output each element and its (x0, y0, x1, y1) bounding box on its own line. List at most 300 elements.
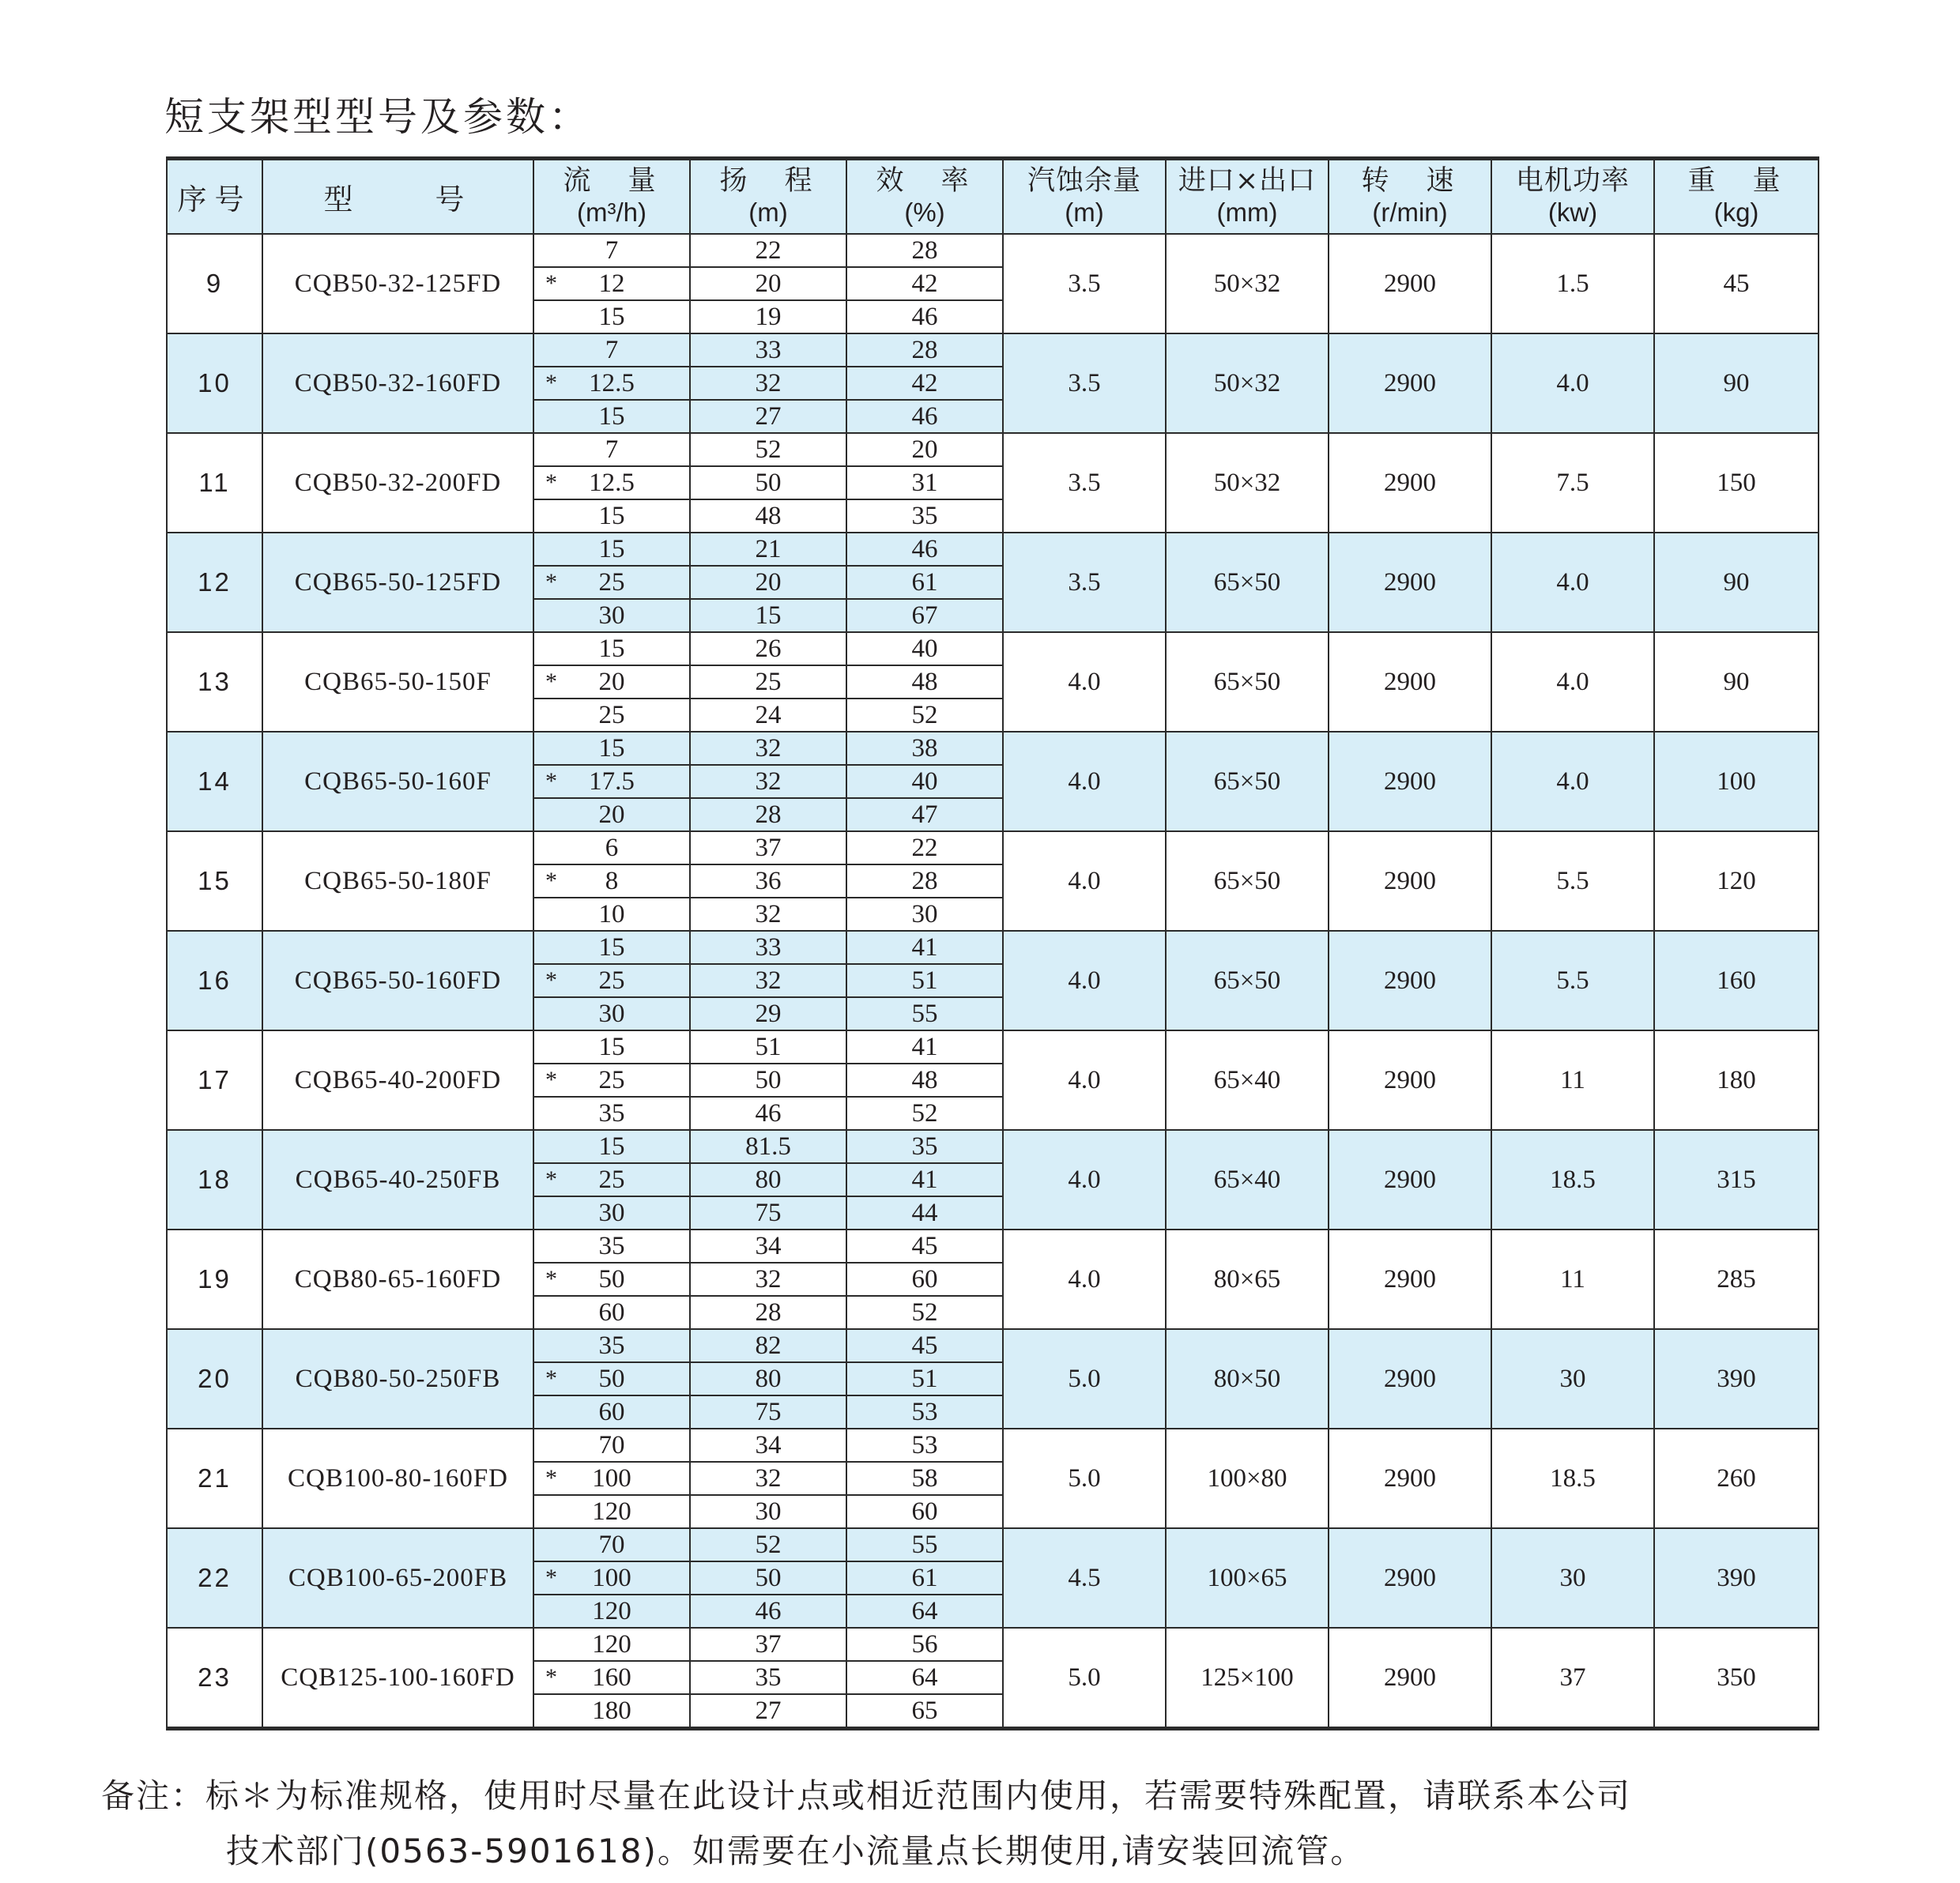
flow-value-text: 8 (605, 867, 619, 895)
standard-marker: * (545, 1565, 557, 1591)
header-row (167, 159, 1819, 235)
npsh-value: 4.0 (1003, 1230, 1166, 1329)
weight-value: 90 (1654, 333, 1819, 433)
flow-value (533, 1561, 690, 1595)
flow-value (533, 333, 690, 367)
flow-value (533, 898, 690, 931)
flow-value (533, 234, 690, 267)
inlet-outlet-value: 65×50 (1166, 632, 1329, 732)
efficiency-value: 41 (846, 1163, 1003, 1196)
flow-value-text: 7 (605, 236, 619, 265)
table-row (167, 533, 1819, 566)
head-value: 29 (690, 997, 846, 1030)
efficiency-value: 28 (846, 234, 1003, 267)
header-speed-unit: (r/min) (1372, 198, 1448, 227)
flow-value-text: 25 (598, 1066, 625, 1094)
flow-value (533, 433, 690, 466)
flow-value (533, 1163, 690, 1196)
flow-value-text: 6 (605, 834, 619, 862)
power-value: 5.5 (1491, 831, 1654, 931)
efficiency-value: 51 (846, 964, 1003, 997)
flow-value-text: 100 (592, 1564, 631, 1592)
flow-value (533, 1296, 690, 1329)
footnote-line-2: 技术部门(0563-5901618)。如需要在小流量点长期使用,请安装回流管。 (226, 1832, 1366, 1870)
head-value: 82 (690, 1329, 846, 1362)
header-weight-label: 重 量 (1687, 165, 1785, 197)
power-value: 18.5 (1491, 1429, 1654, 1528)
model-name: CQB80-50-250FB (262, 1329, 533, 1429)
table-row (167, 1030, 1819, 1064)
header-model-label: 型 号 (323, 183, 473, 217)
standard-marker: * (545, 370, 557, 396)
efficiency-value: 40 (846, 765, 1003, 798)
flow-value-text: 50 (598, 1365, 625, 1393)
speed-value: 2900 (1329, 732, 1491, 831)
header-efficiency (846, 159, 1003, 235)
flow-value (533, 931, 690, 964)
flow-value-text: 15 (598, 1033, 625, 1061)
row-number: 10 (167, 333, 262, 433)
header-speed-label: 转 速 (1361, 165, 1459, 197)
flow-value (533, 997, 690, 1030)
row-number: 11 (167, 433, 262, 533)
weight-value: 285 (1654, 1230, 1819, 1329)
flow-value (533, 1462, 690, 1495)
flow-value-text: 10 (598, 900, 625, 928)
table-row (167, 433, 1819, 466)
header-inlet-outlet (1166, 159, 1329, 235)
head-value: 32 (690, 367, 846, 400)
head-value: 28 (690, 798, 846, 831)
row-number: 13 (167, 632, 262, 732)
efficiency-value: 22 (846, 831, 1003, 864)
header-inlet-outlet-label: 进口×出口 (1178, 165, 1317, 197)
flow-value-text: 70 (598, 1531, 625, 1559)
header-flow (533, 159, 690, 235)
parameter-table (166, 156, 1819, 1730)
head-value: 36 (690, 864, 846, 898)
head-value: 34 (690, 1230, 846, 1263)
flow-value (533, 367, 690, 400)
flow-value (533, 499, 690, 533)
flow-value-text: 160 (592, 1663, 631, 1692)
header-efficiency-label: 效 率 (876, 165, 974, 197)
table-row (167, 632, 1819, 665)
inlet-outlet-value: 80×50 (1166, 1329, 1329, 1429)
efficiency-value: 64 (846, 1595, 1003, 1628)
power-value: 37 (1491, 1628, 1654, 1729)
speed-value: 2900 (1329, 1528, 1491, 1628)
efficiency-value: 42 (846, 267, 1003, 300)
power-value: 30 (1491, 1528, 1654, 1628)
speed-value: 2900 (1329, 632, 1491, 732)
row-number: 15 (167, 831, 262, 931)
table-row (167, 1429, 1819, 1462)
table-body (167, 234, 1819, 1729)
power-value: 1.5 (1491, 234, 1654, 333)
model-name: CQB65-50-160FD (262, 931, 533, 1030)
head-value: 32 (690, 964, 846, 997)
inlet-outlet-value: 50×32 (1166, 333, 1329, 433)
weight-value: 350 (1654, 1628, 1819, 1729)
inlet-outlet-value: 50×32 (1166, 234, 1329, 333)
flow-value-text: 30 (598, 1000, 625, 1028)
power-value: 4.0 (1491, 632, 1654, 732)
header-head (690, 159, 846, 235)
table-row (167, 732, 1819, 765)
inlet-outlet-value: 50×32 (1166, 433, 1329, 533)
flow-value-text: 15 (598, 933, 625, 962)
speed-value: 2900 (1329, 1329, 1491, 1429)
flow-value (533, 400, 690, 433)
weight-value: 180 (1654, 1030, 1819, 1130)
flow-value-text: 17.5 (589, 767, 635, 796)
table-row (167, 234, 1819, 267)
efficiency-value: 64 (846, 1661, 1003, 1694)
flow-value (533, 466, 690, 499)
flow-value (533, 1628, 690, 1661)
head-value: 52 (690, 1528, 846, 1561)
flow-value-text: 7 (605, 336, 619, 364)
head-value: 32 (690, 1462, 846, 1495)
weight-value: 390 (1654, 1329, 1819, 1429)
head-value: 37 (690, 831, 846, 864)
efficiency-value: 46 (846, 300, 1003, 333)
head-value: 26 (690, 632, 846, 665)
flow-value (533, 300, 690, 333)
table-row (167, 1528, 1819, 1561)
model-name: CQB65-40-250FB (262, 1130, 533, 1230)
header-power-label: 电机功率 (1515, 165, 1630, 197)
flow-value-text: 15 (598, 502, 625, 530)
inlet-outlet-value: 65×50 (1166, 931, 1329, 1030)
flow-value-text: 60 (598, 1298, 625, 1327)
npsh-value: 3.5 (1003, 533, 1166, 632)
efficiency-value: 28 (846, 864, 1003, 898)
row-number: 20 (167, 1329, 262, 1429)
efficiency-value: 38 (846, 732, 1003, 765)
flow-value (533, 831, 690, 864)
table-row (167, 1130, 1819, 1163)
flow-value-text: 35 (598, 1232, 625, 1260)
head-value: 80 (690, 1362, 846, 1395)
row-number: 19 (167, 1230, 262, 1329)
header-no-label: 序号 (177, 183, 252, 217)
row-number: 12 (167, 533, 262, 632)
speed-value: 2900 (1329, 931, 1491, 1030)
speed-value: 2900 (1329, 1230, 1491, 1329)
standard-marker: * (545, 1067, 557, 1093)
header-no (167, 159, 262, 235)
weight-value: 260 (1654, 1429, 1819, 1528)
flow-value-text: 20 (598, 668, 625, 696)
flow-value (533, 1495, 690, 1528)
row-number: 22 (167, 1528, 262, 1628)
header-flow-unit: (m³/h) (577, 198, 646, 227)
efficiency-value: 28 (846, 333, 1003, 367)
npsh-value: 5.0 (1003, 1329, 1166, 1429)
efficiency-value: 46 (846, 533, 1003, 566)
standard-marker: * (545, 1465, 557, 1491)
head-value: 32 (690, 898, 846, 931)
table-row (167, 1230, 1819, 1263)
inlet-outlet-value: 65×40 (1166, 1130, 1329, 1230)
efficiency-value: 48 (846, 665, 1003, 699)
standard-marker: * (545, 270, 557, 296)
head-value: 75 (690, 1196, 846, 1230)
head-value: 51 (690, 1030, 846, 1064)
head-value: 52 (690, 433, 846, 466)
flow-value (533, 1196, 690, 1230)
header-power-unit: (kw) (1547, 198, 1598, 227)
head-value: 25 (690, 665, 846, 699)
flow-value (533, 1395, 690, 1429)
flow-value (533, 1595, 690, 1628)
model-name: CQB65-40-200FD (262, 1030, 533, 1130)
efficiency-value: 61 (846, 1561, 1003, 1595)
flow-value-text: 35 (598, 1099, 625, 1128)
npsh-value: 4.0 (1003, 831, 1166, 931)
head-value: 24 (690, 699, 846, 732)
flow-value-text: 25 (598, 966, 625, 995)
standard-marker: * (545, 1365, 557, 1392)
flow-value-text: 100 (592, 1464, 631, 1493)
power-value: 7.5 (1491, 433, 1654, 533)
flow-value (533, 1030, 690, 1064)
header-npsh-unit: (m) (1065, 198, 1104, 227)
header-weight-unit: (kg) (1713, 198, 1759, 227)
flow-value-text: 7 (605, 435, 619, 464)
npsh-value: 5.0 (1003, 1628, 1166, 1729)
flow-value (533, 1329, 690, 1362)
head-value: 32 (690, 765, 846, 798)
efficiency-value: 55 (846, 1528, 1003, 1561)
header-power (1491, 159, 1654, 235)
efficiency-value: 61 (846, 566, 1003, 599)
model-name: CQB65-50-160F (262, 732, 533, 831)
row-number: 17 (167, 1030, 262, 1130)
model-name: CQB80-65-160FD (262, 1230, 533, 1329)
flow-value-text: 20 (598, 800, 625, 829)
inlet-outlet-value: 80×65 (1166, 1230, 1329, 1329)
standard-marker: * (545, 1266, 557, 1292)
speed-value: 2900 (1329, 1628, 1491, 1729)
head-value: 33 (690, 931, 846, 964)
flow-value-text: 15 (598, 535, 625, 563)
flow-value (533, 732, 690, 765)
standard-marker: * (545, 868, 557, 894)
npsh-value: 4.0 (1003, 1030, 1166, 1130)
efficiency-value: 53 (846, 1429, 1003, 1462)
power-value: 4.0 (1491, 732, 1654, 831)
efficiency-value: 60 (846, 1263, 1003, 1296)
weight-value: 120 (1654, 831, 1819, 931)
flow-value-text: 120 (592, 1597, 631, 1625)
speed-value: 2900 (1329, 433, 1491, 533)
weight-value: 160 (1654, 931, 1819, 1030)
row-number: 9 (167, 234, 262, 333)
flow-value (533, 1130, 690, 1163)
model-name: CQB50-32-200FD (262, 433, 533, 533)
flow-value (533, 599, 690, 632)
header-inlet-outlet-unit: (mm) (1216, 198, 1278, 227)
flow-value-text: 15 (598, 1132, 625, 1161)
flow-value (533, 864, 690, 898)
flow-value-text: 50 (598, 1265, 625, 1294)
weight-value: 390 (1654, 1528, 1819, 1628)
efficiency-value: 41 (846, 1030, 1003, 1064)
head-value: 20 (690, 267, 846, 300)
flow-value-text: 15 (598, 635, 625, 663)
speed-value: 2900 (1329, 333, 1491, 433)
table-row (167, 1628, 1819, 1661)
npsh-value: 4.0 (1003, 1130, 1166, 1230)
standard-marker: * (545, 469, 557, 495)
table-row (167, 931, 1819, 964)
head-value: 37 (690, 1628, 846, 1661)
head-value: 75 (690, 1395, 846, 1429)
weight-value: 100 (1654, 732, 1819, 831)
header-model (262, 159, 533, 235)
flow-value (533, 798, 690, 831)
row-number: 16 (167, 931, 262, 1030)
flow-value (533, 1528, 690, 1561)
head-value: 33 (690, 333, 846, 367)
power-value: 18.5 (1491, 1130, 1654, 1230)
head-value: 34 (690, 1429, 846, 1462)
weight-value: 90 (1654, 632, 1819, 732)
model-name: CQB100-65-200FB (262, 1528, 533, 1628)
speed-value: 2900 (1329, 831, 1491, 931)
header-efficiency-unit: (%) (904, 198, 945, 227)
efficiency-value: 58 (846, 1462, 1003, 1495)
flow-value (533, 1429, 690, 1462)
inlet-outlet-value: 65×40 (1166, 1030, 1329, 1130)
header-npsh (1003, 159, 1166, 235)
flow-value-text: 15 (598, 402, 625, 431)
head-value: 50 (690, 466, 846, 499)
flow-value-text: 60 (598, 1398, 625, 1426)
speed-value: 2900 (1329, 533, 1491, 632)
head-value: 50 (690, 1561, 846, 1595)
flow-value-text: 35 (598, 1331, 625, 1360)
flow-value (533, 1230, 690, 1263)
flow-value (533, 533, 690, 566)
flow-value (533, 964, 690, 997)
head-value: 46 (690, 1595, 846, 1628)
flow-value-text: 15 (598, 303, 625, 331)
row-number: 18 (167, 1130, 262, 1230)
efficiency-value: 53 (846, 1395, 1003, 1429)
head-value: 30 (690, 1495, 846, 1528)
flow-value-text: 12 (598, 269, 625, 298)
standard-marker: * (545, 569, 557, 595)
inlet-outlet-value: 65×50 (1166, 831, 1329, 931)
head-value: 50 (690, 1064, 846, 1097)
head-value: 48 (690, 499, 846, 533)
efficiency-value: 52 (846, 699, 1003, 732)
standard-marker: * (545, 967, 557, 993)
inlet-outlet-value: 65×50 (1166, 533, 1329, 632)
efficiency-value: 51 (846, 1362, 1003, 1395)
weight-value: 45 (1654, 234, 1819, 333)
speed-value: 2900 (1329, 234, 1491, 333)
page-title: 短支架型型号及参数： (164, 94, 591, 140)
table-row (167, 333, 1819, 367)
flow-value-text: 25 (598, 1166, 625, 1194)
efficiency-value: 52 (846, 1097, 1003, 1130)
head-value: 35 (690, 1661, 846, 1694)
inlet-outlet-value: 100×80 (1166, 1429, 1329, 1528)
efficiency-value: 52 (846, 1296, 1003, 1329)
efficiency-value: 56 (846, 1628, 1003, 1661)
efficiency-value: 46 (846, 400, 1003, 433)
npsh-value: 3.5 (1003, 433, 1166, 533)
footnote-line-1: 备注：标＊为标准规格，使用时尽量在此设计点或相近范围内使用，若需要特殊配置，请联系本公司 (101, 1776, 1632, 1815)
model-name: CQB100-80-160FD (262, 1429, 533, 1528)
flow-value-text: 70 (598, 1431, 625, 1459)
npsh-value: 4.0 (1003, 931, 1166, 1030)
inlet-outlet-value: 125×100 (1166, 1628, 1329, 1729)
npsh-value: 3.5 (1003, 234, 1166, 333)
npsh-value: 4.0 (1003, 632, 1166, 732)
flow-value-text: 120 (592, 1497, 631, 1526)
flow-value-text: 25 (598, 568, 625, 597)
efficiency-value: 45 (846, 1230, 1003, 1263)
model-name: CQB50-32-125FD (262, 234, 533, 333)
efficiency-value: 48 (846, 1064, 1003, 1097)
model-name: CQB65-50-180F (262, 831, 533, 931)
header-npsh-label: 汽蚀余量 (1027, 165, 1141, 197)
head-value: 19 (690, 300, 846, 333)
efficiency-value: 41 (846, 931, 1003, 964)
head-value: 80 (690, 1163, 846, 1196)
model-name: CQB125-100-160FD (262, 1628, 533, 1729)
flow-value (533, 1694, 690, 1729)
model-name: CQB65-50-150F (262, 632, 533, 732)
flow-value-text: 30 (598, 1199, 625, 1227)
flow-value (533, 632, 690, 665)
efficiency-value: 20 (846, 433, 1003, 466)
inlet-outlet-value: 65×50 (1166, 732, 1329, 831)
head-value: 20 (690, 566, 846, 599)
flow-value (533, 1064, 690, 1097)
flow-value-text: 25 (598, 701, 625, 729)
speed-value: 2900 (1329, 1030, 1491, 1130)
row-number: 23 (167, 1628, 262, 1729)
flow-value-text: 12.5 (589, 369, 635, 397)
head-value: 21 (690, 533, 846, 566)
row-number: 14 (167, 732, 262, 831)
power-value: 5.5 (1491, 931, 1654, 1030)
npsh-value: 4.5 (1003, 1528, 1166, 1628)
efficiency-value: 35 (846, 499, 1003, 533)
head-value: 28 (690, 1296, 846, 1329)
efficiency-value: 30 (846, 898, 1003, 931)
flow-value-text: 15 (598, 734, 625, 763)
table-row (167, 831, 1819, 864)
table-row (167, 1329, 1819, 1362)
head-value: 15 (690, 599, 846, 632)
standard-marker: * (545, 668, 557, 695)
efficiency-value: 55 (846, 997, 1003, 1030)
efficiency-value: 60 (846, 1495, 1003, 1528)
flow-value (533, 699, 690, 732)
efficiency-value: 45 (846, 1329, 1003, 1362)
header-head-unit: (m) (748, 198, 788, 227)
header-flow-label: 流 量 (563, 165, 661, 197)
flow-value (533, 665, 690, 699)
